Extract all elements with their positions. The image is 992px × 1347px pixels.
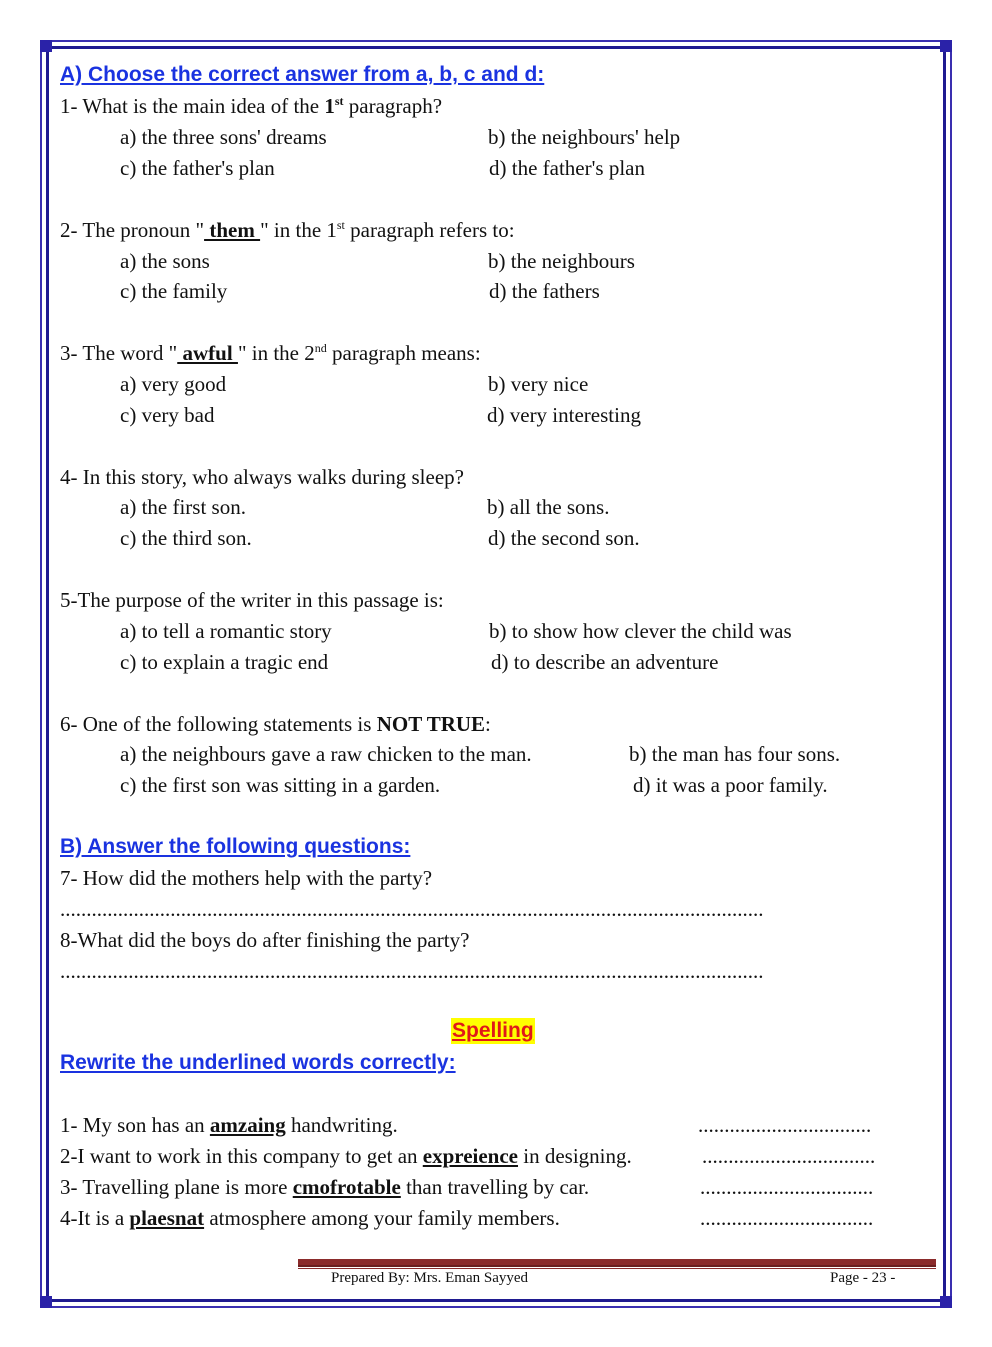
spelling-blank-3[interactable]: ................................. xyxy=(700,1175,874,1199)
option-a[interactable]: a) the neighbours gave a raw chicken to the man. xyxy=(120,742,532,766)
spelling-blank-2[interactable]: ................................. xyxy=(702,1144,876,1168)
option-c[interactable]: c) the family xyxy=(120,279,228,303)
option-d[interactable]: d) the father's plan xyxy=(489,156,645,180)
section-b-heading: B) Answer the following questions: xyxy=(60,835,411,858)
option-a[interactable]: a) the three sons' dreams xyxy=(120,125,327,149)
option-c[interactable]: c) the father's plan xyxy=(120,156,275,180)
spelling-blank-4[interactable]: ................................. xyxy=(700,1206,874,1230)
spelling-item-4: 4-It is a plaesnat atmosphere among your family members. xyxy=(60,1206,560,1230)
option-d[interactable]: d) to describe an adventure xyxy=(491,650,719,674)
question-8: 8-What did the boys do after finishing the party? xyxy=(60,928,470,952)
answer-line-8[interactable]: ...................................................................................................................................... xyxy=(60,959,764,983)
option-b[interactable]: b) the neighbours xyxy=(488,249,635,273)
spelling-title: Spelling xyxy=(452,1019,534,1042)
question-1: 1- What is the main idea of the 1st paragraph? xyxy=(60,94,443,118)
option-d[interactable]: d) very interesting xyxy=(487,403,641,427)
option-b[interactable]: b) the man has four sons. xyxy=(629,742,841,766)
option-d[interactable]: d) the fathers xyxy=(489,279,600,303)
question-7: 7- How did the mothers help with the party? xyxy=(60,866,433,890)
option-b[interactable]: b) very nice xyxy=(488,372,589,396)
footer-divider-thin xyxy=(298,1268,936,1269)
answer-line-7[interactable]: ...................................................................................................................................... xyxy=(60,897,764,921)
question-3: 3- The word " awful " in the 2nd paragraph means: xyxy=(60,341,481,365)
option-b[interactable]: b) the neighbours' help xyxy=(488,125,681,149)
corner-ornament xyxy=(940,1296,952,1308)
corner-ornament xyxy=(940,40,952,52)
spelling-blank-1[interactable]: ................................. xyxy=(698,1113,872,1137)
footer-prepared-by: Prepared By: Mrs. Eman Sayyed xyxy=(331,1270,529,1286)
corner-ornament xyxy=(40,40,52,52)
option-a[interactable]: a) the first son. xyxy=(120,495,246,519)
option-d[interactable]: d) the second son. xyxy=(488,526,640,550)
spelling-instruction: Rewrite the underlined words correctly: xyxy=(60,1051,456,1074)
option-a[interactable]: a) the sons xyxy=(120,249,210,273)
spelling-item-3: 3- Travelling plane is more cmofrotable than travelling by car. xyxy=(60,1175,590,1199)
option-b[interactable]: b) to show how clever the child was xyxy=(489,619,792,643)
option-d[interactable]: d) it was a poor family. xyxy=(633,773,828,797)
section-a-heading: A) Choose the correct answer from a, b, c and d: xyxy=(60,63,545,86)
option-c[interactable]: c) very bad xyxy=(120,403,215,427)
question-6: 6- One of the following statements is NOT TRUE: xyxy=(60,712,491,736)
option-a[interactable]: a) very good xyxy=(120,372,227,396)
option-c[interactable]: c) the first son was sitting in a garden. xyxy=(120,773,441,797)
question-2: 2- The pronoun " them " in the 1st paragraph refers to: xyxy=(60,218,515,242)
question-5: 5-The purpose of the writer in this passage is: xyxy=(60,588,444,612)
corner-ornament xyxy=(40,1296,52,1308)
option-a[interactable]: a) to tell a romantic story xyxy=(120,619,332,643)
footer-divider xyxy=(298,1259,936,1267)
footer-page-number: Page - 23 - xyxy=(830,1270,896,1286)
spelling-item-2: 2-I want to work in this company to get an expreience in designing. xyxy=(60,1144,632,1168)
option-c[interactable]: c) to explain a tragic end xyxy=(120,650,329,674)
option-c[interactable]: c) the third son. xyxy=(120,526,252,550)
spelling-item-1: 1- My son has an amzaing handwriting. xyxy=(60,1113,398,1137)
option-b[interactable]: b) all the sons. xyxy=(487,495,610,519)
question-4: 4- In this story, who always walks during sleep? xyxy=(60,465,464,489)
